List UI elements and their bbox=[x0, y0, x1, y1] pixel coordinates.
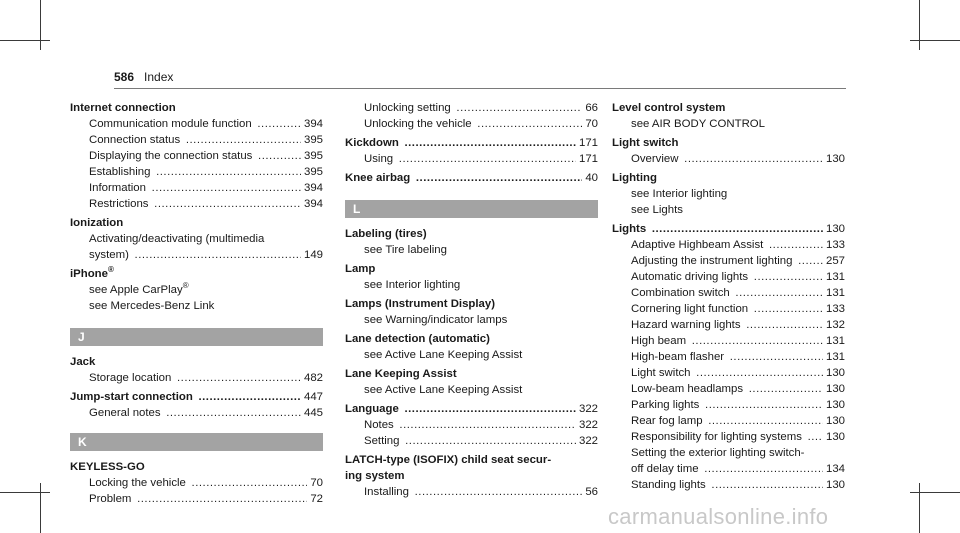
page-ref[interactable]: 482 bbox=[301, 370, 323, 386]
page-ref[interactable]: 72 bbox=[307, 491, 323, 507]
index-column-1 bbox=[70, 100, 323, 507]
section-letter-l: L bbox=[345, 200, 598, 218]
index-entry-kickdown bbox=[345, 135, 598, 167]
page-ref[interactable]: 70 bbox=[582, 116, 598, 132]
page-ref[interactable]: 171 bbox=[576, 135, 598, 151]
page-ref[interactable]: 130 bbox=[823, 397, 845, 413]
index-row[interactable] bbox=[612, 365, 845, 381]
index-row[interactable] bbox=[70, 132, 323, 148]
page-ref[interactable]: 395 bbox=[301, 164, 323, 180]
see-reference[interactable]: see AIR BODY CONTROL bbox=[631, 118, 765, 130]
index-entry-jack bbox=[70, 354, 323, 386]
see-reference[interactable]: see Active Lane Keeping Assist bbox=[364, 384, 523, 396]
entry-heading: KEYLESS-GO bbox=[70, 461, 145, 473]
index-entry-lighting bbox=[612, 170, 845, 218]
see-reference[interactable]: see Tire labeling bbox=[364, 244, 447, 256]
entry-heading: Ionization bbox=[70, 217, 124, 229]
page-ref[interactable]: 394 bbox=[301, 116, 323, 132]
index-row[interactable] bbox=[612, 317, 845, 333]
index-row[interactable] bbox=[70, 405, 323, 421]
header-rule bbox=[114, 88, 846, 89]
index-entry-iphone bbox=[70, 266, 323, 314]
entry-heading: Lights bbox=[612, 223, 647, 235]
page-header bbox=[114, 70, 173, 84]
page-ref[interactable]: 130 bbox=[823, 413, 845, 429]
entry-heading: Jack bbox=[70, 356, 96, 368]
page-ref[interactable]: 394 bbox=[301, 196, 323, 212]
index-row-text: Notes bbox=[364, 419, 394, 431]
registered-mark: ® bbox=[182, 281, 189, 291]
index-row-text: Combination switch bbox=[631, 287, 730, 299]
index-row-text: off delay time bbox=[631, 463, 699, 475]
index-row-text: Unlocking the vehicle bbox=[364, 118, 472, 130]
index-row-text: High beam bbox=[631, 335, 687, 347]
index-entry-latch bbox=[345, 452, 598, 500]
page-ref[interactable]: 70 bbox=[307, 475, 323, 491]
page-ref[interactable]: 134 bbox=[823, 461, 845, 477]
index-row-text: Standing lights bbox=[631, 479, 706, 491]
index-row-text: Activating/deactivating (multimedia bbox=[89, 233, 265, 245]
index-row[interactable] bbox=[345, 151, 598, 167]
index-row-text: Parking lights bbox=[631, 399, 700, 411]
entry-heading: Lane detection (automatic) bbox=[345, 333, 490, 345]
index-row-text: Light switch bbox=[631, 367, 691, 379]
page-ref[interactable]: 66 bbox=[582, 100, 598, 116]
entry-heading: Light switch bbox=[612, 137, 679, 149]
index-row[interactable] bbox=[612, 333, 845, 349]
index-entry-continued bbox=[345, 100, 598, 132]
index-row-text: Adaptive Highbeam Assist bbox=[631, 239, 764, 251]
section-letter-k: K bbox=[70, 433, 323, 451]
page-ref[interactable]: 395 bbox=[301, 132, 323, 148]
page-ref[interactable]: 130 bbox=[823, 221, 845, 237]
index-row-text: Locking the vehicle bbox=[89, 477, 186, 489]
index-entry-ionization bbox=[70, 215, 323, 263]
index-row[interactable] bbox=[70, 116, 323, 132]
see-reference[interactable]: see Lights bbox=[631, 204, 683, 216]
page-ref[interactable]: 322 bbox=[576, 401, 598, 417]
page-ref[interactable]: 395 bbox=[301, 148, 323, 164]
entry-heading: Lamps (Instrument Display) bbox=[345, 298, 496, 310]
index-entry-lamp bbox=[345, 261, 598, 293]
crop-mark bbox=[0, 40, 50, 41]
index-row[interactable] bbox=[345, 433, 598, 449]
index-row-text: Information bbox=[89, 182, 146, 194]
page-ref[interactable]: 130 bbox=[823, 381, 845, 397]
index-entry-level-control bbox=[612, 100, 845, 132]
page-ref[interactable]: 149 bbox=[301, 247, 323, 263]
index-row[interactable] bbox=[612, 253, 845, 269]
index-row[interactable] bbox=[70, 180, 323, 196]
index-row[interactable] bbox=[612, 301, 845, 317]
index-row[interactable] bbox=[70, 164, 323, 180]
index-row-text: Problem bbox=[89, 493, 132, 505]
index-row-text: General notes bbox=[89, 407, 161, 419]
index-row-text: Unlocking setting bbox=[364, 102, 451, 114]
index-row[interactable] bbox=[612, 151, 845, 167]
watermark: carmanualsonline.info bbox=[608, 504, 829, 529]
entry-heading-text: iPhone bbox=[70, 268, 108, 280]
index-row[interactable] bbox=[345, 135, 598, 151]
entry-heading: Internet connection bbox=[70, 102, 176, 114]
see-reference[interactable] bbox=[70, 282, 323, 298]
entry-heading bbox=[70, 266, 323, 282]
index-row[interactable] bbox=[612, 381, 845, 397]
entry-heading: LATCH-type (ISOFIX) child seat secur- bbox=[345, 454, 552, 466]
index-row[interactable] bbox=[70, 389, 323, 405]
index-row-text: Connection status bbox=[89, 134, 181, 146]
page-ref[interactable]: 257 bbox=[823, 253, 845, 269]
index-row[interactable] bbox=[345, 401, 598, 417]
page-ref[interactable]: 131 bbox=[823, 333, 845, 349]
index-row-text: Establishing bbox=[89, 166, 151, 178]
index-row-text: Displaying the connection status bbox=[89, 150, 253, 162]
page-ref[interactable]: 322 bbox=[576, 433, 598, 449]
page-ref[interactable]: 322 bbox=[576, 417, 598, 433]
index-row[interactable] bbox=[70, 247, 323, 263]
index-entry-lights bbox=[612, 221, 845, 493]
page-ref[interactable]: 131 bbox=[823, 285, 845, 301]
entry-heading: Lighting bbox=[612, 172, 657, 184]
index-row-text: Setting bbox=[364, 435, 400, 447]
index-row-text: Low-beam headlamps bbox=[631, 383, 744, 395]
entry-heading: Kickdown bbox=[345, 137, 399, 149]
entry-heading: ing system bbox=[345, 470, 405, 482]
see-reference[interactable]: see Active Lane Keeping Assist bbox=[364, 349, 523, 361]
page-ref[interactable]: 131 bbox=[823, 269, 845, 285]
entry-heading: Lane Keeping Assist bbox=[345, 368, 457, 380]
index-row[interactable] bbox=[345, 417, 598, 433]
index-row-text: Installing bbox=[364, 486, 409, 498]
index-row-text: Responsibility for lighting systems bbox=[631, 431, 802, 443]
crop-mark bbox=[0, 492, 50, 493]
page-ref[interactable]: 131 bbox=[823, 349, 845, 365]
index-row[interactable] bbox=[612, 461, 845, 477]
index-row[interactable] bbox=[345, 116, 598, 132]
crop-mark bbox=[910, 492, 960, 493]
index-column-2 bbox=[345, 100, 598, 500]
index-column-3 bbox=[612, 100, 845, 493]
page-ref[interactable]: 56 bbox=[582, 484, 598, 500]
index-row-text: Restrictions bbox=[89, 198, 149, 210]
index-entry-knee-airbag bbox=[345, 170, 598, 186]
index-row-text: system) bbox=[89, 249, 129, 261]
index-row[interactable] bbox=[345, 484, 598, 500]
index-row[interactable] bbox=[612, 477, 845, 493]
entry-heading: Knee airbag bbox=[345, 172, 411, 184]
crop-mark bbox=[40, 483, 41, 533]
page-ref[interactable]: 40 bbox=[582, 170, 598, 186]
index-entry-internet-connection bbox=[70, 100, 323, 212]
index-row[interactable] bbox=[70, 475, 323, 491]
index-row[interactable] bbox=[612, 269, 845, 285]
index-row[interactable] bbox=[612, 221, 845, 237]
index-row-text: Setting the exterior lighting switch- bbox=[631, 447, 805, 459]
index-entry-lane-detection bbox=[345, 331, 598, 363]
index-row-text: Rear fog lamp bbox=[631, 415, 703, 427]
page-ref[interactable]: 445 bbox=[301, 405, 323, 421]
index-entry-jump-start bbox=[70, 389, 323, 421]
index-entry-lane-keeping bbox=[345, 366, 598, 398]
index-entry-labeling bbox=[345, 226, 598, 258]
index-row-text: Using bbox=[364, 153, 394, 165]
index-entry-language bbox=[345, 401, 598, 449]
see-reference[interactable]: see Mercedes-Benz Link bbox=[89, 300, 215, 312]
see-reference[interactable]: see Warning/indicator lamps bbox=[364, 314, 508, 326]
see-reference[interactable]: see Interior lighting bbox=[631, 188, 728, 200]
index-row[interactable] bbox=[70, 148, 323, 164]
section-letter-j: J bbox=[70, 328, 323, 346]
index-row-text: High-beam flasher bbox=[631, 351, 725, 363]
index-row[interactable] bbox=[612, 349, 845, 365]
page-number: 586 bbox=[114, 70, 135, 84]
entry-heading: Language bbox=[345, 403, 399, 415]
index-row[interactable] bbox=[612, 429, 845, 445]
index-entry-keyless-go bbox=[70, 459, 323, 507]
page-ref[interactable]: 130 bbox=[823, 477, 845, 493]
index-row[interactable] bbox=[345, 100, 598, 116]
page-ref[interactable]: 447 bbox=[301, 389, 323, 405]
crop-mark bbox=[919, 0, 920, 50]
crop-mark bbox=[919, 483, 920, 533]
index-row[interactable] bbox=[70, 196, 323, 212]
crop-mark bbox=[40, 0, 41, 50]
index-entry-lamps bbox=[345, 296, 598, 328]
page-ref[interactable]: 130 bbox=[823, 365, 845, 381]
index-row[interactable] bbox=[612, 237, 845, 253]
index-row-text: Hazard warning lights bbox=[631, 319, 741, 331]
index-row[interactable] bbox=[612, 285, 845, 301]
entry-heading: Lamp bbox=[345, 263, 376, 275]
index-row[interactable] bbox=[70, 491, 323, 507]
page-ref[interactable]: 130 bbox=[823, 429, 845, 445]
entry-heading: Labeling (tires) bbox=[345, 228, 427, 240]
page-ref[interactable]: 171 bbox=[576, 151, 598, 167]
index-row-text: Communication module function bbox=[89, 118, 252, 130]
page-title: Index bbox=[144, 70, 174, 84]
entry-heading: Jump-start connection bbox=[70, 391, 193, 403]
registered-mark: ® bbox=[107, 265, 114, 275]
index-row[interactable] bbox=[612, 413, 845, 429]
crop-mark bbox=[910, 40, 960, 41]
index-row[interactable] bbox=[612, 397, 845, 413]
page-ref[interactable]: 133 bbox=[823, 237, 845, 253]
index-row-text: Cornering light function bbox=[631, 303, 749, 315]
see-reference[interactable]: see Interior lighting bbox=[364, 279, 461, 291]
index-row-text: Overview bbox=[631, 153, 679, 165]
index-row-text: Adjusting the instrument lighting bbox=[631, 255, 793, 267]
index-row[interactable] bbox=[345, 170, 598, 186]
page-ref[interactable]: 132 bbox=[823, 317, 845, 333]
index-entry-light-switch bbox=[612, 135, 845, 167]
index-row-text: Automatic driving lights bbox=[631, 271, 749, 283]
index-row-text: Storage location bbox=[89, 372, 172, 384]
page-ref[interactable]: 130 bbox=[823, 151, 845, 167]
see-reference-text: see Apple CarPlay bbox=[89, 284, 183, 296]
page-ref[interactable]: 394 bbox=[301, 180, 323, 196]
entry-heading: Level control system bbox=[612, 102, 726, 114]
index-row[interactable] bbox=[70, 370, 323, 386]
page-ref[interactable]: 133 bbox=[823, 301, 845, 317]
